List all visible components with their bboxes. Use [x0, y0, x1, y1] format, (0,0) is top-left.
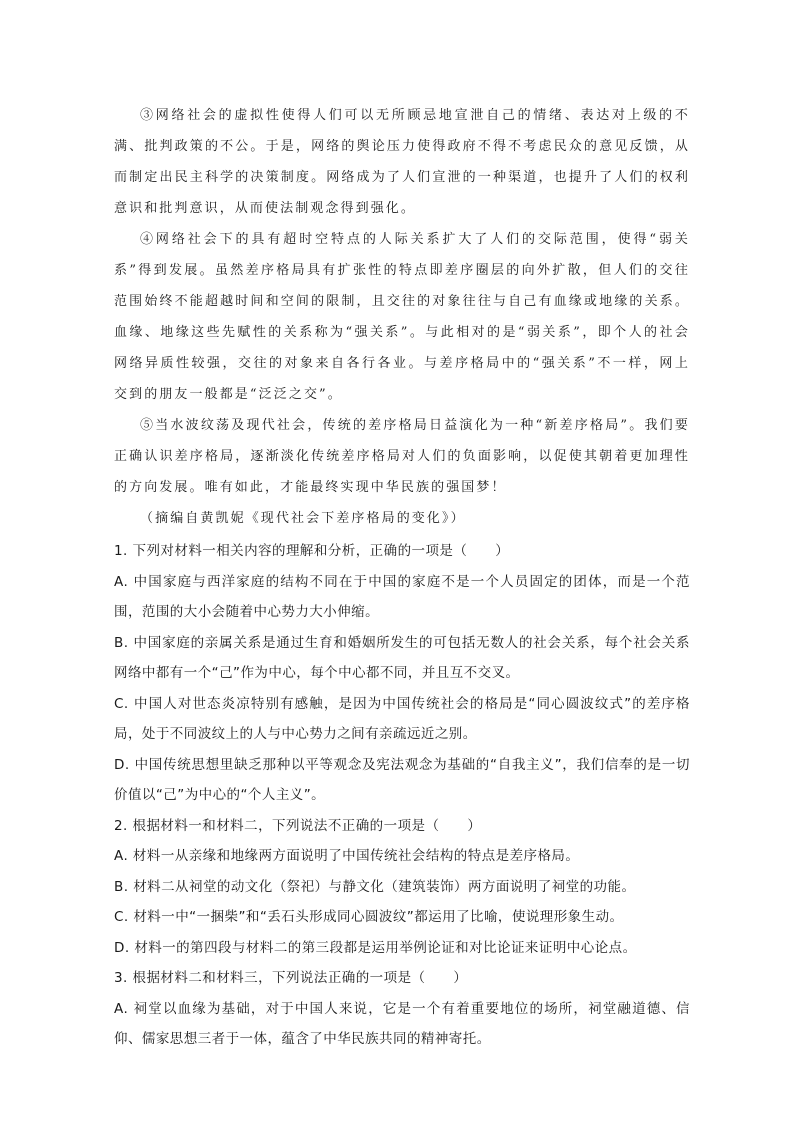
passage-source: （摘编自黄凯妮《现代社会下差序格局的变化》） [140, 511, 466, 526]
question-option: C. 材料一中“一捆柴”和“丢石头形成同心圆波纹”都运用了比喻，使说理形象生动。 [114, 909, 624, 925]
passage-paragraph-4: ④网络社会下的具有超时空特点的人际关系扩大了人们的交际范围，使得“弱关系”得到发展。虽然差序格局具有扩张性的特点即差序圈层的向外扩散，但人们的交往范围始终不能超越时间和空间的限制，且交往的对象往往与自己有血缘或地缘的关系。血缘、地缘这些先赋性的关系称为“强关系”。与此相对的是“弱关系”，即个人的社会网络异质性较强，交往的对象来自各行各业。与差序格局中的“强关系”不一样，网上交到的朋友一般都是“泛泛之交”。 [114, 232, 690, 402]
question-list [114, 536, 690, 1055]
question-stem: 2. 根据材料一和材料二，下列说法不正确的一项是（ ） [114, 817, 482, 834]
question-option: B. 材料二从祠堂的动文化（祭祀）与静文化（建筑装饰）两方面说明了祠堂的功能。 [114, 878, 636, 895]
question-1 [114, 536, 690, 811]
question-2 [114, 811, 690, 964]
question-option: D. 中国传统思想里缺乏那种以平等观念及宪法观念为基础的“自我主义”，我们信奉的是一切价值以“己”为中心的“个人主义”。 [114, 756, 690, 803]
question-option: A. 中国家庭与西洋家庭的结构不同在于中国的家庭不是一个人员固定的团体，而是一个范围，范围的大小会随着中心势力大小伸缩。 [114, 573, 690, 620]
question-3 [114, 963, 690, 1055]
reading-passage [114, 100, 690, 534]
question-option: C. 中国人对世态炎凉特别有感触，是因为中国传统社会的格局是“同心圆波纹式”的差序格局，处于不同波纹上的人与中心势力之间有亲疏远近之别。 [114, 695, 690, 742]
question-option: B. 中国家庭的亲属关系是通过生育和婚姻所发生的可包括无数人的社会关系，每个社会关系网络中都有一个“己”作为中心，每个中心都不同，并且互不交叉。 [114, 634, 690, 681]
question-option: A. 材料一从亲缘和地缘两方面说明了中国传统社会结构的特点是差序格局。 [114, 848, 580, 864]
question-option: A. 祠堂以血缘为基础，对于中国人来说，它是一个有着重要地位的场所，祠堂融道德、信仰、儒家思想三者于一体，蕴含了中华民族共同的精神寄托。 [114, 1000, 690, 1047]
question-stem: 1. 下列对材料一相关内容的理解和分析，正确的一项是（ ） [114, 543, 510, 559]
passage-paragraph-5: ⑤当水波纹荡及现代社会，传统的差序格局日益演化为一种“新差序格局”。我们要正确认识差序格局，逐渐淡化传统差序格局对人们的负面影响，以促使其朝着更加理性的方向发展。唯有如此，才能最终实现中华民族的强国梦！ [114, 418, 690, 495]
question-stem: 3. 根据材料二和材料三，下列说法正确的一项是（ ） [114, 970, 468, 986]
passage-paragraph-3: ③网络社会的虚拟性使得人们可以无所顾忌地宣泄自己的情绪、表达对上级的不满、批判政策的不公。于是，网络的舆论压力使得政府不得不考虑民众的意见反馈，从而制定出民主科学的决策制度。网络成为了人们宣泄的一种渠道，也提升了人们的权利意识和批判意识，从而使法制观念得到强化。 [114, 108, 690, 216]
question-option: D. 材料一的第四段与材料二的第三段都是运用举例论证和对比论证来证明中心论点。 [114, 939, 637, 956]
